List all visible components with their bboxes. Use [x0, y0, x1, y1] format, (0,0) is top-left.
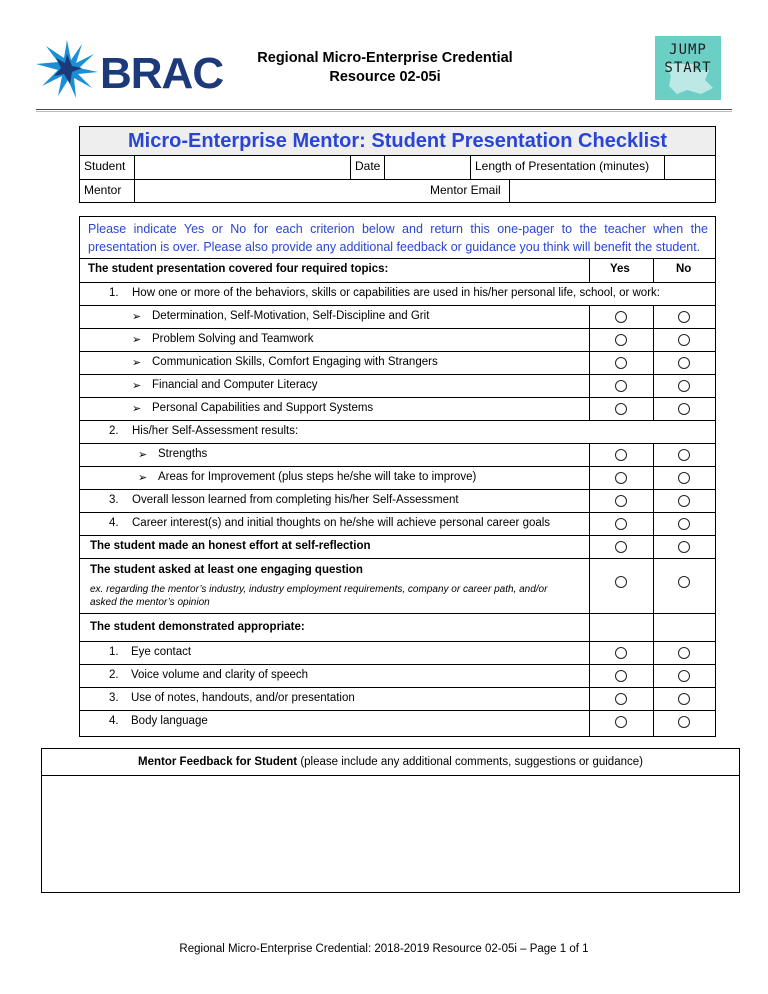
- column-divider: [589, 329, 590, 351]
- topic2-text: His/her Self-Assessment results:: [132, 425, 299, 437]
- no-radio[interactable]: [678, 518, 690, 530]
- checklist-item-row: [80, 374, 715, 397]
- jump-logo-line1: JUMP: [669, 42, 707, 58]
- column-divider: [653, 490, 654, 512]
- demo-item-label: Body language: [131, 715, 208, 727]
- no-radio[interactable]: [678, 670, 690, 682]
- topic4-row: [80, 512, 715, 535]
- topic2-row: [80, 420, 715, 443]
- yes-radio[interactable]: [615, 576, 627, 588]
- column-divider: [589, 513, 590, 535]
- column-divider: [653, 513, 654, 535]
- arrow-bullet-icon: ➢: [138, 472, 148, 484]
- demo-item-label: Voice volume and clarity of speech: [131, 669, 309, 681]
- no-radio[interactable]: [678, 311, 690, 323]
- form-title: Micro-Enterprise Mentor: Student Presentation Checklist: [128, 130, 667, 152]
- column-divider: [653, 352, 654, 374]
- date-field[interactable]: [385, 156, 469, 178]
- column-divider: [589, 536, 590, 558]
- topic-number: 2.: [109, 425, 119, 437]
- form-title-row: [80, 127, 715, 156]
- column-divider: [653, 306, 654, 328]
- checklist-item-label: Problem Solving and Teamwork: [152, 333, 314, 345]
- checklist-item-row: [80, 397, 715, 420]
- column-divider: [653, 688, 654, 710]
- checklist-item-row: [80, 351, 715, 374]
- arrow-bullet-icon: ➢: [138, 449, 148, 461]
- demo-number: 3.: [109, 692, 119, 704]
- column-divider: [589, 665, 590, 687]
- topic3-row: [80, 489, 715, 512]
- feedback-textarea[interactable]: [42, 776, 739, 892]
- demo-item-label: Use of notes, handouts, and/or presentation: [131, 692, 355, 704]
- column-divider: [653, 329, 654, 351]
- feedback-subtitle: (please include any additional comments, suggestions or guidance): [297, 756, 643, 768]
- checklist-item-label: Personal Capabilities and Support Systems: [152, 402, 374, 414]
- yes-radio[interactable]: [615, 403, 627, 415]
- column-divider: [589, 398, 590, 420]
- section1-heading-row: [80, 258, 715, 282]
- yes-radio[interactable]: [615, 380, 627, 392]
- column-divider: [653, 536, 654, 558]
- demo-number: 2.: [109, 669, 119, 681]
- yes-radio[interactable]: [615, 334, 627, 346]
- column-divider: [653, 614, 654, 641]
- no-radio[interactable]: [678, 449, 690, 461]
- effort-text: The student made an honest effort at self-reflection: [90, 540, 371, 552]
- student-label: Student: [84, 159, 126, 173]
- question-row: [80, 558, 715, 613]
- student-name-field[interactable]: [135, 156, 349, 178]
- column-divider: [653, 444, 654, 466]
- no-radio[interactable]: [678, 357, 690, 369]
- topic3-text: Overall lesson learned from completing his/her Self-Assessment: [132, 494, 459, 506]
- checklist-item-row: [80, 443, 715, 466]
- no-radio[interactable]: [678, 716, 690, 728]
- column-divider: [653, 642, 654, 664]
- yes-radio[interactable]: [615, 670, 627, 682]
- presentation-checklist: [79, 216, 716, 737]
- yes-radio[interactable]: [615, 541, 627, 553]
- mentor-feedback-box: [41, 748, 740, 893]
- column-divider: [589, 259, 590, 282]
- section1-heading: The student presentation covered four required topics:: [88, 263, 389, 275]
- demo-item-row: [80, 710, 715, 736]
- topic-number: 4.: [109, 517, 119, 529]
- length-field[interactable]: [665, 156, 715, 178]
- topic1-row: [80, 282, 715, 305]
- header-divider-shadow: [36, 111, 732, 112]
- demo-item-row: [80, 687, 715, 710]
- demo-number: 1.: [109, 646, 119, 658]
- header-title-line1: Regional Micro-Enterprise Credential: [257, 50, 513, 66]
- header-title-line2: Resource 02-05i: [329, 69, 441, 85]
- no-radio[interactable]: [678, 495, 690, 507]
- yes-radio[interactable]: [615, 357, 627, 369]
- no-radio[interactable]: [678, 403, 690, 415]
- no-column-header: No: [676, 263, 692, 275]
- column-divider: [653, 259, 654, 282]
- column-divider: [589, 352, 590, 374]
- instructions-line2: presentation is over. Please also provide any additional feedback or guidance you think will benefit the student.: [88, 240, 701, 254]
- column-divider: [589, 467, 590, 489]
- column-divider: [589, 688, 590, 710]
- checklist-item-row: [80, 466, 715, 489]
- brac-logo-text: BRAC: [100, 49, 224, 98]
- yes-radio[interactable]: [615, 472, 627, 484]
- jump-start-logo: [655, 36, 721, 100]
- yes-column-header: Yes: [610, 263, 630, 275]
- demo-number: 4.: [109, 715, 119, 727]
- checklist-item-label: Areas for Improvement (plus steps he/she will take to improve): [158, 471, 477, 483]
- yes-radio[interactable]: [615, 449, 627, 461]
- starburst-icon: [36, 40, 98, 98]
- column-divider: [589, 444, 590, 466]
- section2-heading-row: [80, 613, 715, 641]
- length-label: Length of Presentation (minutes): [475, 159, 650, 173]
- column-divider: [589, 614, 590, 641]
- column-divider: [653, 467, 654, 489]
- no-radio[interactable]: [678, 541, 690, 553]
- no-radio[interactable]: [678, 693, 690, 705]
- arrow-bullet-icon: ➢: [132, 311, 142, 323]
- arrow-bullet-icon: ➢: [132, 334, 142, 346]
- effort-row: [80, 535, 715, 558]
- header-titles: [220, 49, 550, 87]
- yes-radio[interactable]: [615, 716, 627, 728]
- mentor-name-field[interactable]: [135, 180, 425, 202]
- topic4-text: Career interest(s) and initial thoughts on he/she will achieve personal career goals: [132, 517, 551, 529]
- checklist-item-row: [80, 305, 715, 328]
- date-label: Date: [355, 159, 381, 173]
- no-radio[interactable]: [678, 380, 690, 392]
- checklist-item-label: Communication Skills, Comfort Engaging with Strangers: [152, 356, 438, 368]
- question-note-line1: ex. regarding the mentor’s industry, industry employment requirements, company or career path, and/or: [90, 584, 548, 595]
- page-footer: Regional Micro-Enterprise Credential: 2018-2019 Resource 02-05i – Page 1 of 1: [179, 943, 589, 955]
- section2-heading: The student demonstrated appropriate:: [90, 621, 305, 633]
- column-divider: [653, 398, 654, 420]
- no-radio[interactable]: [678, 576, 690, 588]
- demo-item-row: [80, 641, 715, 664]
- arrow-bullet-icon: ➢: [132, 357, 142, 369]
- column-divider: [589, 375, 590, 397]
- mentor-email-field[interactable]: [510, 180, 715, 202]
- column-divider: [589, 490, 590, 512]
- yes-radio[interactable]: [615, 518, 627, 530]
- column-divider: [589, 306, 590, 328]
- feedback-title-row: [42, 749, 739, 776]
- column-divider: [653, 559, 654, 613]
- arrow-bullet-icon: ➢: [132, 380, 142, 392]
- demo-item-label: Eye contact: [131, 646, 192, 658]
- no-radio[interactable]: [678, 472, 690, 484]
- arrow-bullet-icon: ➢: [132, 403, 142, 415]
- topic-number: 1.: [109, 287, 119, 299]
- jump-logo-line2: START: [664, 60, 712, 76]
- column-divider: [589, 642, 590, 664]
- question-text: The student asked at least one engaging question: [90, 564, 363, 576]
- question-note-line2: asked the mentor’s opinion: [90, 597, 210, 608]
- checklist-item-row: [80, 328, 715, 351]
- column-divider: [589, 559, 590, 613]
- yes-radio[interactable]: [615, 693, 627, 705]
- topic1-text: How one or more of the behaviors, skills or capabilities are used in his/her personal life, school, or work:: [132, 287, 660, 299]
- instructions-line1: Please indicate Yes or No for each criterion below and return this one-pager to the teacher when the: [88, 222, 708, 236]
- checklist-item-label: Determination, Self-Motivation, Self-Discipline and Grit: [152, 310, 430, 322]
- no-radio[interactable]: [678, 647, 690, 659]
- column-divider: [653, 375, 654, 397]
- topic-number: 3.: [109, 494, 119, 506]
- checklist-item-label: Strengths: [158, 448, 208, 460]
- mentor-email-label: Mentor Email: [430, 183, 501, 197]
- yes-radio[interactable]: [615, 311, 627, 323]
- checklist-item-label: Financial and Computer Literacy: [152, 379, 318, 391]
- yes-radio[interactable]: [615, 647, 627, 659]
- mentor-label: Mentor: [84, 183, 122, 197]
- column-divider: [653, 711, 654, 737]
- column-divider: [589, 711, 590, 737]
- yes-radio[interactable]: [615, 495, 627, 507]
- header-divider: [36, 109, 732, 110]
- student-info-table: [79, 126, 716, 203]
- column-divider: [653, 665, 654, 687]
- demo-item-row: [80, 664, 715, 687]
- feedback-title: Mentor Feedback for Student: [138, 756, 298, 768]
- no-radio[interactable]: [678, 334, 690, 346]
- brac-logo: [34, 36, 224, 100]
